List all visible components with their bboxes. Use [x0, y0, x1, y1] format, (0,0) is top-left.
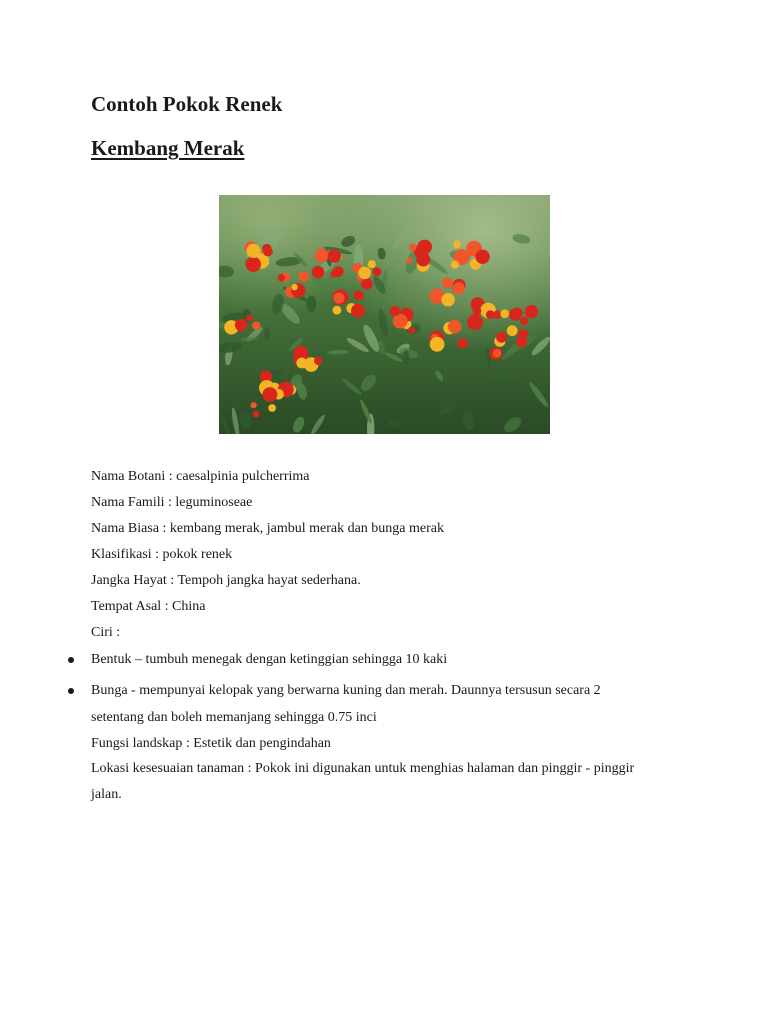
bullet-icon	[68, 688, 74, 694]
origin: Tempat Asal : China	[91, 599, 206, 614]
classification: Klasifikasi : pokok renek	[91, 547, 233, 562]
bullet-item-flower: Bunga - mempunyai kelopak yang berwarna kuning dan merah. Daunnya tersusun secara 2	[91, 683, 601, 698]
page-title: Contoh Pokok Renek	[91, 92, 283, 116]
planting-location: Lokasi kesesuaian tanaman : Pokok ini digunakan untuk menghias halaman dan pinggir - pinggir	[91, 761, 635, 776]
family-name: Nama Famili : leguminoseae	[91, 495, 253, 510]
common-name: Nama Biasa : kembang merak, jambul merak dan bunga merak	[91, 521, 444, 536]
bullet-icon	[68, 657, 74, 663]
botanical-name: Nama Botani : caesalpinia pulcherrima	[91, 469, 310, 484]
characteristics-label: Ciri :	[91, 625, 121, 640]
planting-location-continuation: jalan.	[91, 787, 122, 802]
plant-name-heading: Kembang Merak	[91, 136, 245, 160]
kembang-merak-photo	[219, 195, 550, 434]
lifespan: Jangka Hayat : Tempoh jangka hayat sederhana.	[91, 573, 361, 588]
landscape-function: Fungsi landskap : Estetik dan pengindahan	[91, 736, 331, 751]
bullet-item-flower-continuation: setentang dan boleh memanjang sehingga 0.75 inci	[91, 710, 377, 725]
bullet-item-shape: Bentuk – tumbuh menegak dengan ketinggian sehingga 10 kaki	[91, 652, 448, 667]
